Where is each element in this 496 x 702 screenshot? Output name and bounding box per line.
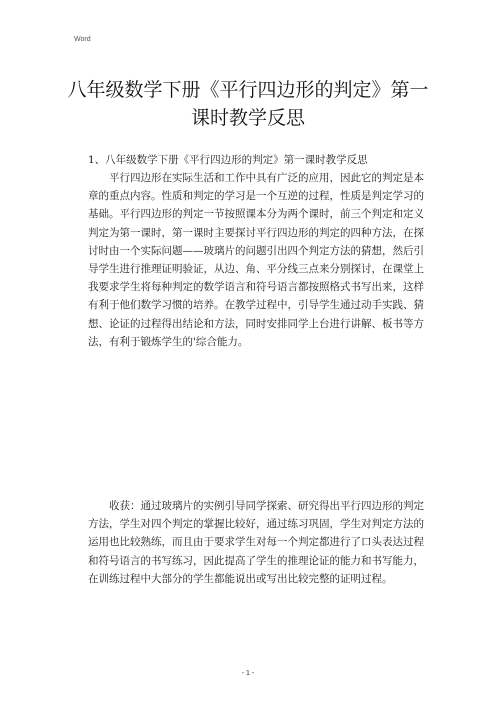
document-title: 八年级数学下册《平行四边形的判定》第一课时教学反思 — [67, 79, 429, 129]
app-label: Word — [74, 36, 91, 43]
body-paragraph: 收获：通过玻璃片的实例引导同学探索、研究得出平行四边形的判定方法，学生对四个判定的掌握比较好，通过练习巩固，学生对判定方法的运用也比较熟练，而且由于要求学生对每一个判定都进行了口头表达过程和符号语言的书写练习，因此提高了学生的推理论证的能力和书写能力，在训练过程中大部分的学生都能说出或写出比较完整的证明过程。 — [88, 500, 424, 585]
section-heading: 1、八年级数学下册《平行四边形的判定》第一课时教学反思 — [88, 154, 368, 166]
page-number: - 1 - — [241, 670, 255, 677]
body-paragraph: 平行四边形在实际生活和工作中具有广泛的应用，因此它的判定是本章的重点内容。性质和判定的学习是一个互逆的过程，性质是判定学习的基础。平行四边形的判定一节按照课本分为两个课时，前三个判定和定义判定为第一课时，第一课时主要探讨平行四边形的判定的四种方法，在探讨时由一个实际问题——玻璃片的问题引出四个判定方法的猜想，然后引导学生进行推理证明验证，从边、角、平分线三点来分别探讨，在课堂上我要求学生将每种判定的数学语言和符号语言都按照格式书写出来，这样有利于他们数学习惯的培养。在教学过程中，引导学生通过动手实践、猜想、论证的过程得出结论和方法，同时安排同学上台进行讲解、板书等方法，有利于锻炼学生的'综合能力。 — [88, 172, 424, 348]
